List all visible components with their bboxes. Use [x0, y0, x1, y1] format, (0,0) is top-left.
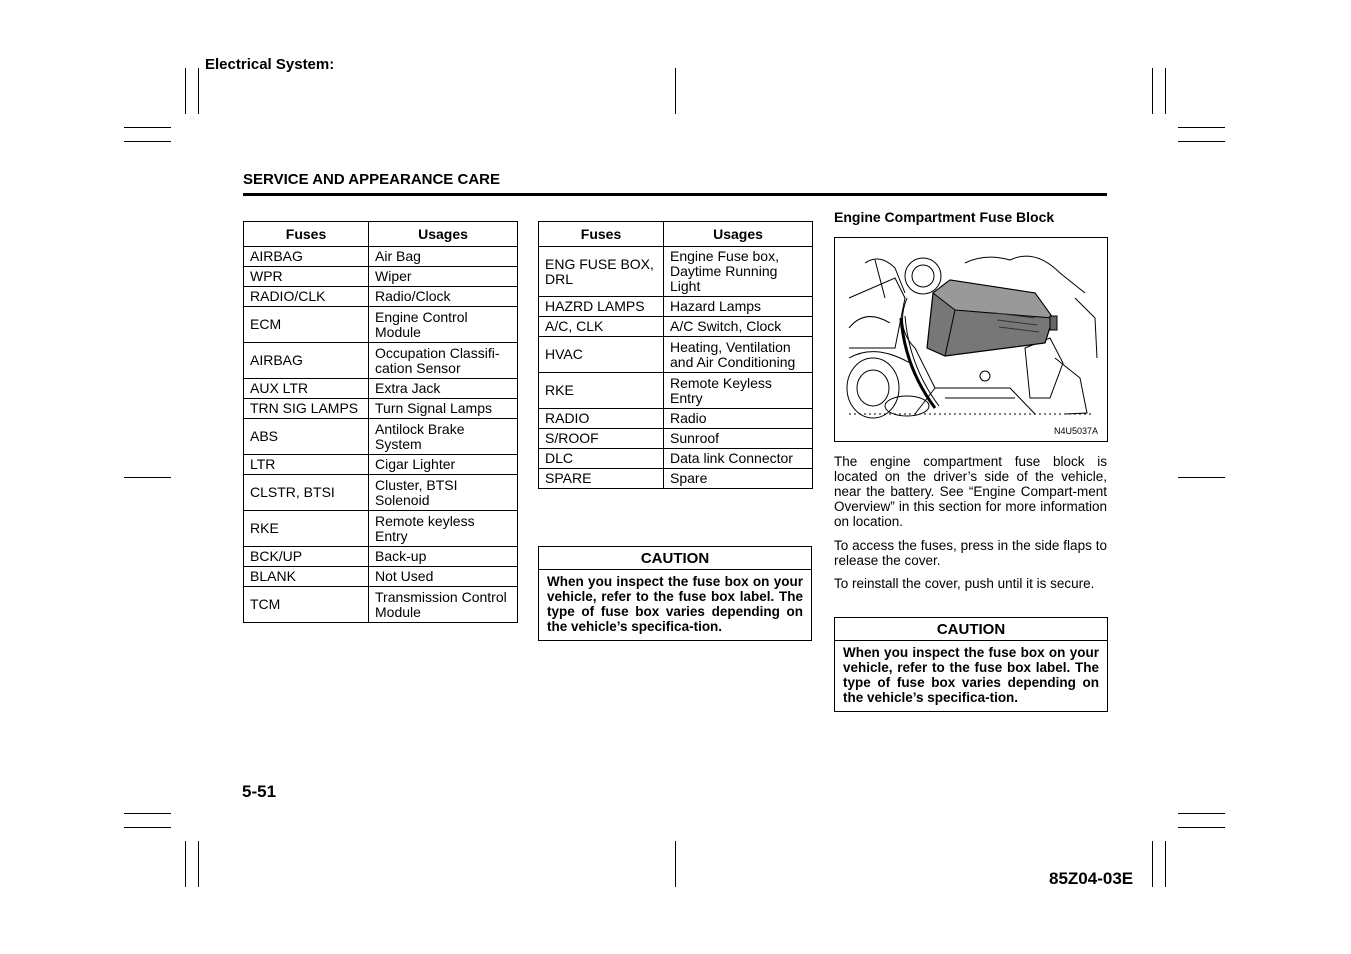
section-rule — [243, 193, 1107, 196]
fuse-table-1 — [243, 221, 518, 623]
usage-cell: Transmission Control Module — [369, 587, 518, 623]
usage-cell: Sunroof — [664, 429, 813, 449]
table-row — [244, 567, 518, 587]
caution-title: CAUTION — [835, 618, 1107, 641]
fuse-cell: SPARE — [539, 469, 664, 489]
usage-cell: Spare — [664, 469, 813, 489]
table-header-row — [539, 222, 813, 247]
usage-cell: Engine Fuse box, Daytime Running Light — [664, 247, 813, 297]
usage-cell: Data link Connector — [664, 449, 813, 469]
usage-cell: Cigar Lighter — [369, 455, 518, 475]
usage-cell: Remote Keyless Entry — [664, 373, 813, 409]
fuse-cell: AIRBAG — [244, 343, 369, 379]
table-header-row — [244, 222, 518, 247]
table-row — [244, 307, 518, 343]
fuse-cell: CLSTR, BTSI — [244, 475, 369, 511]
usage-cell: Back-up — [369, 547, 518, 567]
fuse-cell: TCM — [244, 587, 369, 623]
fuse-cell: ABS — [244, 419, 369, 455]
table-row — [244, 419, 518, 455]
table-row — [539, 247, 813, 297]
fuse-cell: LTR — [244, 455, 369, 475]
fuse-table-2 — [538, 221, 813, 489]
caution-box-2 — [834, 617, 1108, 712]
table-row — [539, 409, 813, 429]
column-header-usages: Usages — [664, 222, 813, 247]
caution-title: CAUTION — [539, 547, 811, 570]
table-row — [539, 373, 813, 409]
caution-body: When you inspect the fuse box on your vehicle, refer to the fuse box label. The type of fuse box varies depending on the vehicle’s specifica-tion. — [547, 574, 803, 634]
fuse-cell: RKE — [539, 373, 664, 409]
table-row — [539, 317, 813, 337]
fuse-cell: HAZRD LAMPS — [539, 297, 664, 317]
figure-title: Engine Compartment Fuse Block — [834, 209, 1055, 225]
table-row — [244, 455, 518, 475]
table-row — [244, 267, 518, 287]
fuse-cell: BCK/UP — [244, 547, 369, 567]
usage-cell: Not Used — [369, 567, 518, 587]
usage-cell: Extra Jack — [369, 379, 518, 399]
table-row — [244, 287, 518, 307]
usage-cell: Occupation Classifi-cation Sensor — [369, 343, 518, 379]
fuse-cell: TRN SIG LAMPS — [244, 399, 369, 419]
usage-cell: Antilock Brake System — [369, 419, 518, 455]
chapter-heading: Electrical System: — [205, 56, 335, 73]
usage-cell: Turn Signal Lamps — [369, 399, 518, 419]
table-row — [244, 587, 518, 623]
table-row — [244, 475, 518, 511]
table-row — [244, 379, 518, 399]
table-row — [539, 429, 813, 449]
fuse-cell: ENG FUSE BOX, DRL — [539, 247, 664, 297]
usage-cell: Wiper — [369, 267, 518, 287]
caution-body: When you inspect the fuse box on your vehicle, refer to the fuse box label. The type of fuse box varies depending on the vehicle’s specifica-tion. — [843, 645, 1099, 705]
table-row — [244, 343, 518, 379]
column-header-fuses: Fuses — [539, 222, 664, 247]
paragraph-access: To access the fuses, press in the side flaps to release the cover. — [834, 538, 1107, 568]
usage-cell: A/C Switch, Clock — [664, 317, 813, 337]
paragraph-reinstall: To reinstall the cover, push until it is secure. — [834, 576, 1095, 591]
fuse-cell: RADIO/CLK — [244, 287, 369, 307]
figure-code: N4U5037A — [1053, 426, 1098, 436]
usage-cell: Cluster, BTSI Solenoid — [369, 475, 518, 511]
engine-fuse-block-illustration — [835, 238, 1107, 441]
usage-cell: Heating, Ventilation and Air Conditioning — [664, 337, 813, 373]
fuse-cell: A/C, CLK — [539, 317, 664, 337]
usage-cell: Hazard Lamps — [664, 297, 813, 317]
figure-frame — [834, 237, 1108, 442]
table-row — [244, 399, 518, 419]
table-row — [539, 297, 813, 317]
fuse-cell: BLANK — [244, 567, 369, 587]
fuse-cell: DLC — [539, 449, 664, 469]
fuse-cell: AUX LTR — [244, 379, 369, 399]
usage-cell: Air Bag — [369, 247, 518, 267]
fuse-cell: AIRBAG — [244, 247, 369, 267]
table-row — [244, 247, 518, 267]
fuse-cell: WPR — [244, 267, 369, 287]
fuse-cell: RKE — [244, 511, 369, 547]
table-row — [244, 547, 518, 567]
page-number: 5-51 — [242, 782, 277, 801]
usage-cell: Remote keyless Entry — [369, 511, 518, 547]
fuse-cell: HVAC — [539, 337, 664, 373]
column-header-fuses: Fuses — [244, 222, 369, 247]
section-title: SERVICE AND APPEARANCE CARE — [243, 171, 500, 188]
fuse-cell: S/ROOF — [539, 429, 664, 449]
usage-cell: Radio — [664, 409, 813, 429]
table-row — [539, 337, 813, 373]
column-header-usages: Usages — [369, 222, 518, 247]
caution-box-1 — [538, 546, 812, 641]
document-code: 85Z04-03E — [1049, 869, 1134, 888]
fuse-cell: RADIO — [539, 409, 664, 429]
usage-cell: Engine Control Module — [369, 307, 518, 343]
paragraph-location: The engine compartment fuse block is located on the driver’s side of the vehicle, near the battery. See “Engine Compart-ment Overview” in this section for more information on location. — [834, 454, 1107, 529]
table-row — [539, 469, 813, 489]
usage-cell: Radio/Clock — [369, 287, 518, 307]
table-row — [539, 449, 813, 469]
table-row — [244, 511, 518, 547]
fuse-cell: ECM — [244, 307, 369, 343]
